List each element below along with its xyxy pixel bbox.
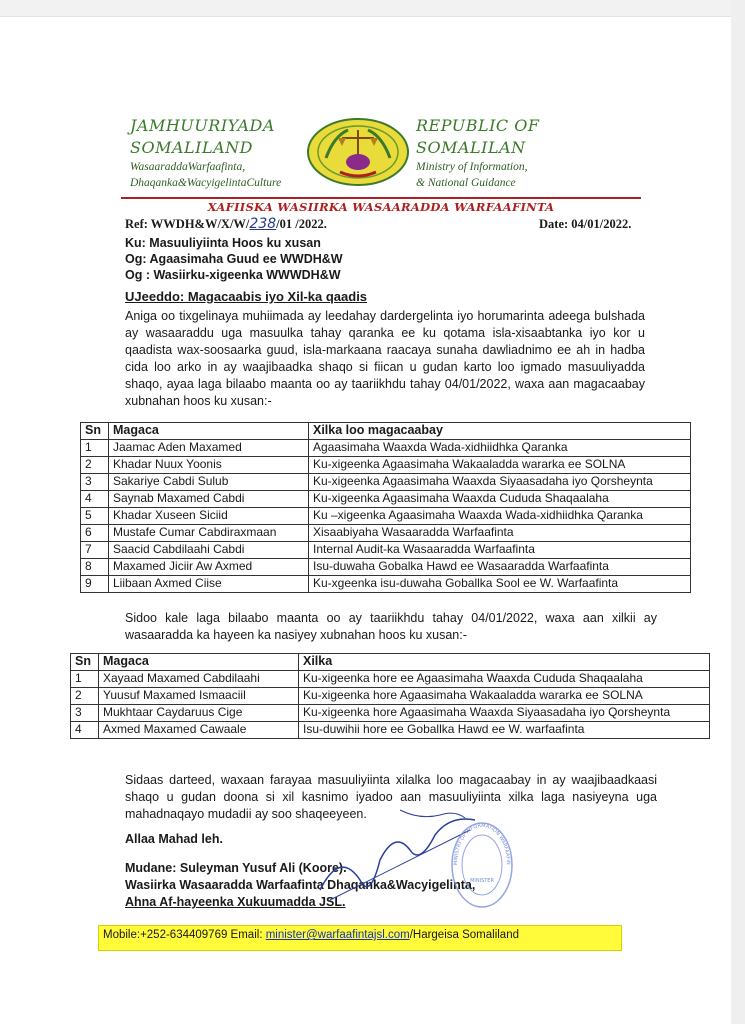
cell-position: Ku-xigeenka Agaasimaha Waaxda Cududa Shaqaalaha [309,491,691,508]
cell-sn: 3 [71,705,99,722]
table-row [71,688,710,705]
cell-sn: 1 [71,671,99,688]
table-header-row [81,423,691,440]
table-row [81,559,691,576]
table-row [81,508,691,525]
cell-name: Khadar Nuux Yoonis [109,457,309,474]
cell-position: Ku-xgeenka isu-duwaha Goballka Sool ee W. Warfaafinta [309,576,691,593]
cell-sn: 7 [81,542,109,559]
reference-handwritten-number: 238 [249,216,277,232]
subject-line: UJeeddo: Magacaabis iyo Xil-ka qaadis [125,289,368,304]
cell-position: Ku-xigeenka Agaasimaha Wakaaladda wararka ee SOLNA [309,457,691,474]
table-row [81,542,691,559]
cell-name: Saynab Maxamed Cabdi [109,491,309,508]
letterhead-line: JAMHUURIYADA [130,116,275,135]
cell-sn: 1 [81,440,109,457]
cell-name: Yuusuf Maxamed Ismaaciil [99,688,299,705]
cell-name: Saacid Cabdilaahi Cabdi [109,542,309,559]
table-row [71,705,710,722]
cell-name: Axmed Maxamed Cawaale [99,722,299,739]
signatory-title: Wasiirka Wasaaradda Warfaafinta Dhaqanka&Wacyigelinta, [125,878,476,892]
column-header: Sn [81,423,109,440]
cell-name: Liibaan Axmed Ciise [109,576,309,593]
ministry-stamp [447,820,517,910]
cell-sn: 6 [81,525,109,542]
reference-prefix: Ref: WWDH&W/X/W/ [125,217,250,231]
cell-name: Jaamac Aden Maxamed [109,440,309,457]
cell-position: Isu-duwaha Gobalka Hawd ee Wasaaradda Warfaafinta [309,559,691,576]
cell-name: Maxamed Jiciir Aw Axmed [109,559,309,576]
addressee-line: Og : Wasiirku-xigeenka WWWDH&W [125,268,341,282]
table-row [71,722,710,739]
cell-sn: 5 [81,508,109,525]
column-header: Sn [71,654,99,671]
cell-position: Ku-xigeenka hore Agaasimaha Wakaaladda wararka ee SOLNA [299,688,710,705]
cell-position: Ku-xigeenka hore ee Agaasimaha Waaxda Cududa Shaqaalaha [299,671,710,688]
cell-position: Ku-xigeenka hore Agaasimaha Waaxda Siyaasadaha iyo Qorsheynta [299,705,710,722]
cell-name: Khadar Xuseen Siciid [109,508,309,525]
cell-name: Sakariye Cabdi Sulub [109,474,309,491]
cell-sn: 4 [81,491,109,508]
letterhead-line: REPUBLIC OF [416,116,540,135]
signatory-role: Ahna Af-hayeenka Xukuumadda JSL. [125,895,346,909]
addressee-line: Ku: Masuuliyiinta Hoos ku xusan [125,236,321,250]
letterhead-line: SOMALILAN [416,138,526,157]
letterhead-line: & National Guidance [416,177,516,189]
table-row [81,440,691,457]
cell-sn: 3 [81,474,109,491]
footer-email-link[interactable]: minister@warfaafintajsl.com [265,929,410,941]
stamp-ring-text: MINISTRY OF INFORMATION WARFAAFIN [452,822,512,866]
cell-sn: 8 [81,559,109,576]
column-header: Xilka loo magacaabay [309,423,691,440]
column-header: Magaca [99,654,299,671]
letterhead-line: WasaaraddaWarfaafinta, [130,161,246,173]
cell-name: Mustafe Cumar Cabdiraxmaan [109,525,309,542]
table-row [71,671,710,688]
cell-position: Internal Audit-ka Wasaaradda Warfaafinta [309,542,691,559]
addressee-line: Og: Agaasimaha Guud ee WWDH&W [125,252,343,266]
cell-position: Ku –xigeenka Agaasimaha Waaxda Wada-xidhiidhka Qaranka [309,508,691,525]
cell-position: Agaasimaha Waaxda Wada-xidhiidhka Qaranka [309,440,691,457]
table-row [81,576,691,593]
somaliland-emblem-icon [304,116,412,188]
letter-date: Date: 04/01/2022. [539,217,632,231]
intro-paragraph: Aniga oo tixgelinaya muhiimada ay leedahay dardergelinta iyo horumarinta adeega bulshada ay wasaaraddu uga masuulka tahay qaranka ee ku qotama isla-xisaabtanka iyo kor u qaadista wax-soosaarka guud, isla-markaana raacaya sunaha dawliadnimo ee ah in hadba cida loo arko in ay waajibaadka shaqo si fiican u gudan karto loo igmado masuuliyadda shaqo, ayaa laga bilaabo maanta oo ay taariikhdu tahay 04/01/2022, waxa aan magacaabay xubnahan hoos ku xusan:- [125,309,645,408]
reference-suffix: /01 /2022. [276,217,327,231]
stamp-center-text: MINISTER [470,878,494,884]
scan-top-edge [0,0,745,17]
cell-name: Xayaad Maxamed Cabdilaahi [99,671,299,688]
cell-name: Mukhtaar Caydaruus Cige [99,705,299,722]
table-row [81,491,691,508]
removal-paragraph: Sidoo kale laga bilaabo maanta oo ay taariikhdu tahay 04/01/2022, waxa aan xilkii ay wasaaradda ka hayeen ka nasiyey xubnahan hoos ku xusan:- [125,611,657,642]
cell-sn: 2 [81,457,109,474]
letterhead-line: SOMALILAND [130,138,253,157]
contact-footer [98,925,622,951]
appointments-table [80,422,691,593]
table-row [81,457,691,474]
table-row [81,474,691,491]
cell-sn: 4 [71,722,99,739]
scan-right-edge [731,0,745,1024]
salutation: Allaa Mahad leh. [125,832,223,846]
cell-sn: 2 [71,688,99,705]
footer-mobile: Mobile:+252-634409769 Email: [103,929,266,941]
signatory-name: Mudane: Suleyman Yusuf Ali (Koore). [125,861,347,875]
cell-position: Isu-duwihii hore ee Goballka Hawd ee W. warfaafinta [299,722,710,739]
letterhead-line: Dhaqanka&WacyigelintaCulture [130,177,282,189]
stamp-icon [447,820,517,910]
column-header: Magaca [109,423,309,440]
cell-position: Ku-xigeenka Agaasimaha Waaxda Siyaasadaha iyo Qorsheynta [309,474,691,491]
letterhead-english [416,115,646,191]
footer-location: /Hargeisa Somaliland [409,929,519,941]
cell-position: Xisaabiyaha Wasaaradda Warfaafinta [309,525,691,542]
table-row [81,525,691,542]
closing-paragraph: Sidaas darteed, waxaan farayaa masuuliyiinta xilalka loo magacaabay in ay waajibaadkaasi shaqo u gudan doona si xil kasnimo iyadoo aan masuuliyiinta xilka laga nasiyeyna uga mahadnaqayo mudadii ay soo shaqeeyeen. [125,773,657,821]
reference-number [125,216,327,232]
column-header: Xilka [299,654,710,671]
table-header-row [71,654,710,671]
letterhead-line: Ministry of Information, [416,161,528,173]
removals-table [70,653,710,739]
office-title: XAFIISKA WASIIRKA WASAARADDA WARFAAFINTA [121,197,641,214]
letterhead-somali [130,115,330,191]
cell-sn: 9 [81,576,109,593]
